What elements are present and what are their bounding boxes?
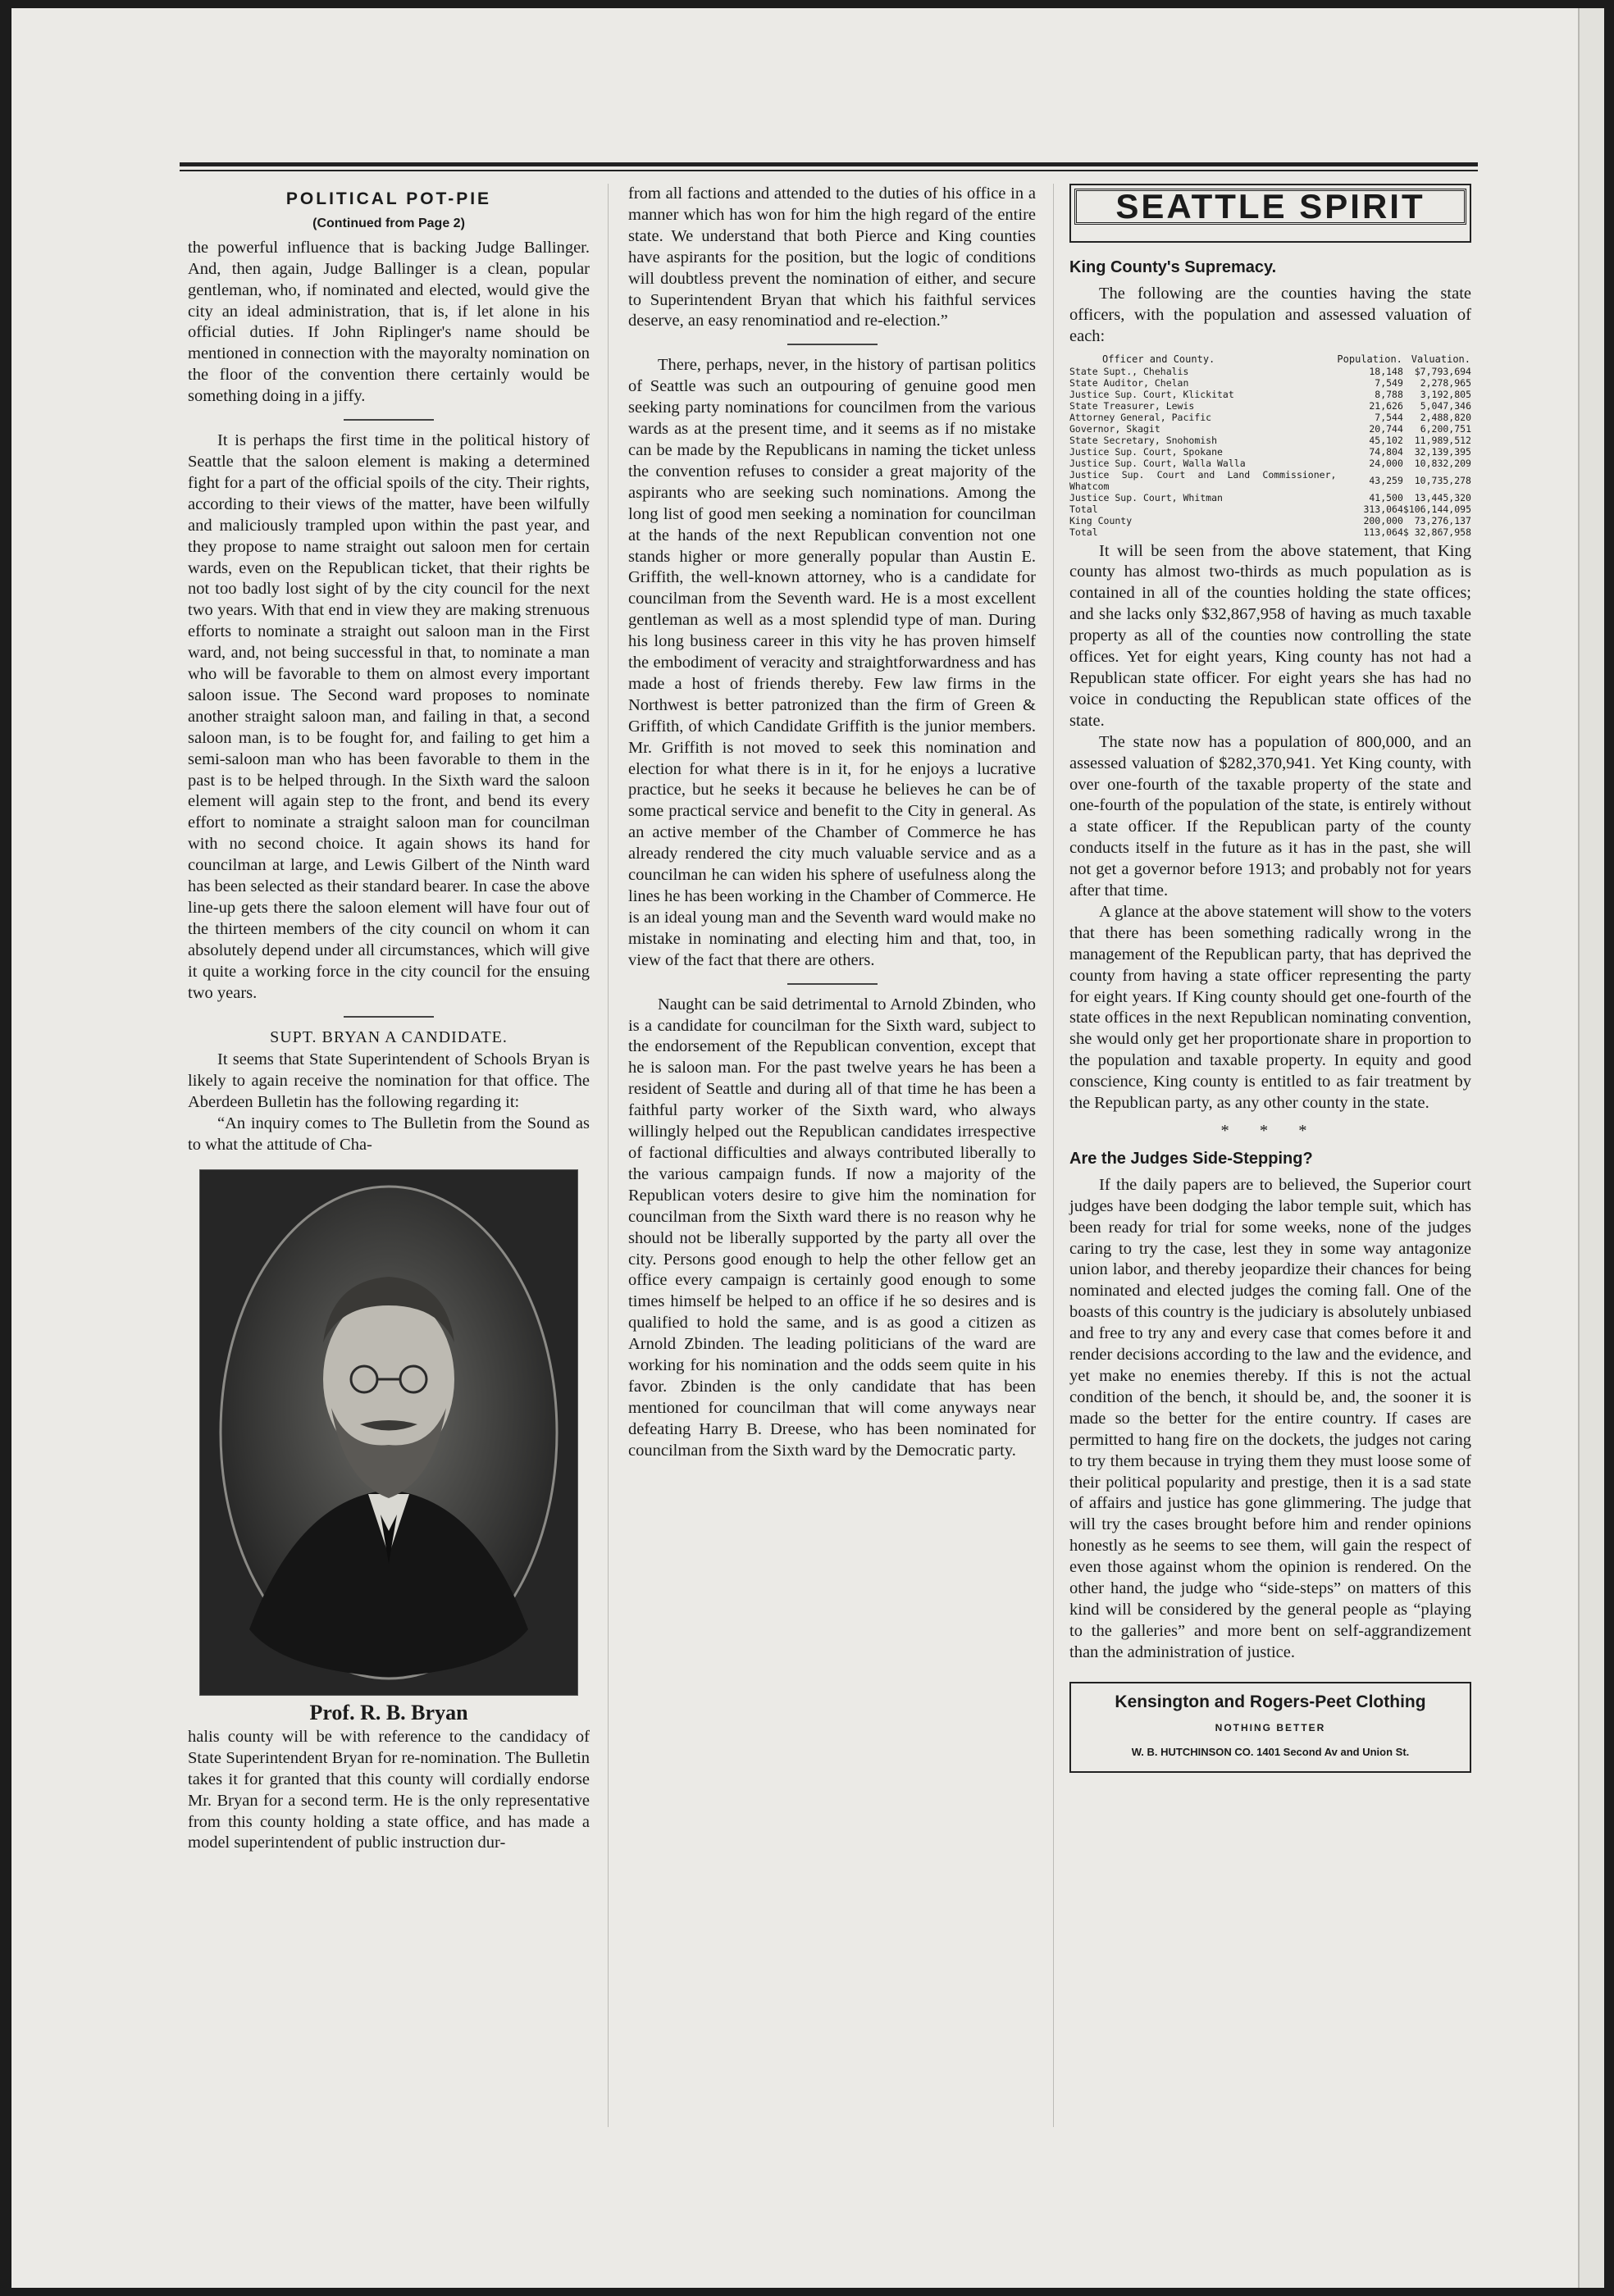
article-paragraph: the powerful influence that is backing Judge Ballinger. And, then again, Judge Ballinger is a clean, popular gentleman, who, if nominated and elected, would give the city an ideal administration, that is, if let alone in his official duties. If John Riplinger's name should be mentioned in connection with the mayoralty nomination on the floor of the convention there certainly would be something doing in a jiffy. [188, 238, 590, 406]
table-cell: 10,832,209 [1414, 457, 1471, 469]
table-cell: 43,259 [1369, 474, 1403, 486]
table-cell: 2,488,820 [1420, 411, 1471, 423]
table-cell: 7,549 [1375, 376, 1403, 389]
article-paragraph: from all factions and attended to the duties of his office in a manner which has won for him the high regard of the entire state. We understand that both Pierce and King counties have aspirants for the position, but the logic of conditions will doubtless prevent the nomination of either, and secure to Superintendent Bryan that which his faithful services deserve, an easy renominatiod and re-election.” [628, 184, 1036, 330]
column-divider [608, 184, 609, 2127]
header-rule [180, 162, 1478, 166]
article-paragraph: It will be seen from the above statement, that King county has almost two-thirds as much population as is contained in all of the counties holding the state offices; and she lacks only $32,867,958 of having as much taxable property as all of the counties now controlling the state offices. Yet for eight years, King county has not had a Republican state officer. For eight years she has had no voice in conducting the Republican state offices of the state. [1069, 541, 1471, 730]
totals-row [1069, 515, 1471, 526]
article-paragraph: It is perhaps the first time in the political history of Seattle that the saloon element is making a determined fight for a part of the official spoils of the city. Their rights, according to their views of the matter, have been wilfully and maliciously trampled upon within the past year, and they propose to name straight out saloon men for certain wards, even on the Republican ticket, that their rights be not too badly lost sight of by the city council for the next two years. With that end in view they are making strenuous efforts to nominate a straight out saloon man in the First ward, and, not being successful in that, to nominate a man who will be favorable to them on almost every important saloon issue. The Second ward proposes to nominate another straight saloon man, and failing in that, a second saloon man, is to be fought for, and failing to get him a semi-saloon man who has been favorable to them in the past is to be helped through. In the Sixth ward the saloon element will again step to the front, and bend its every effort to nominate a straight saloon man for councilman with no second choice. It again shows its hand for councilman at large, and Lewis Gilbert of the Ninth ward has been selected as their standard bearer. In case the above line-up gets there the saloon element will have four out of the thirteen members of the city council on whom it can absolutely depend under all circumstances, which will give it quite a working force in the city council for the ensuing two years. [188, 431, 590, 1002]
section-stars: * * * [1220, 1122, 1320, 1140]
section-heading: Are the Judges Side-Stepping? [1069, 1149, 1313, 1168]
masthead-frame [1069, 184, 1471, 243]
table-cell: 313,064 [1363, 503, 1403, 515]
ad-headline: Kensington and Rogers-Peet Clothing [1115, 1692, 1426, 1711]
table-row [1069, 492, 1471, 503]
table-cell: 45,102 [1369, 434, 1403, 446]
table-row [1069, 446, 1471, 458]
table-cell: Justice Sup. Court, Spokane [1069, 445, 1223, 458]
table-cell: Justice Sup. Court, Whitman [1069, 491, 1223, 503]
table-cell: King County [1069, 514, 1133, 526]
table-cell: 73,276,137 [1414, 514, 1471, 526]
portrait-photo [199, 1169, 578, 1696]
table-cell: 20,744 [1369, 422, 1403, 435]
page-edge [1578, 8, 1604, 2288]
separator [787, 344, 878, 345]
table-cell: 32,139,395 [1414, 445, 1471, 458]
header-rule-thin [180, 170, 1478, 171]
article-paragraph: The state now has a population of 800,000, and an assessed valuation of $282,370,941. Yet King county, with over one-fourth of the taxable property of the state and one-fourth of the population of the state, is entirely without a state officer. If the Republican party of the county conducts itself in the future as it has in the past, she will not get a governor before 1913; and probably not for years after that time. [1069, 732, 1471, 900]
ad-address: W. B. HUTCHINSON CO. 1401 Second Av and Union St. [1131, 1746, 1410, 1759]
masthead-title: SEATTLE SPIRIT [1074, 189, 1466, 225]
table-cell: Total [1069, 503, 1098, 515]
county-stats-table [1069, 353, 1471, 538]
photo-caption: Prof. R. B. Bryan [309, 1700, 468, 1724]
section-heading: King County's Supremacy. [1069, 257, 1277, 276]
column-right [1069, 184, 1471, 1773]
article-paragraph: If the daily papers are to believed, the Superior court judges have been dodging the labor temple suit, which has been ready for trial for some weeks, none of the judges caring to try the case, lest they in some way antagonize union labor, and thereby jeopardize their chances for being nominated and elected judges the coming fall. One of the boasts of this country is the judiciary is absolutely unbiased and free to try any and every case that comes before it and render decisions according to the law and the evidence, and yet make no enemies thereby. If this is not the actual condition of the bench, it should be, and, the sooner it is made so the better for the entire country. If cases are permitted to hang fire on the dockets, the judges not caring to try them because in trying them they must loose some of their political popularity and prestige, then it is a sad state of affairs and justice has gone glimmering. The judge that will try the cases brought before him and render opinions honestly as he seems to see them, will gain the respect of even those against whom the opinion is rendered. On the other hand, the judge who “side-steps” on matters of this kind will be considered by the general people as “playing to the galleries” and more bent on self-aggrandizement than the administration of justice. [1069, 1175, 1471, 1661]
table-cell: 3,192,805 [1420, 388, 1471, 400]
article-paragraph: A glance at the above statement will show to the voters that there has been something radically wrong in the management of the Republican party, that has deprived the county from having a state officer representing the party for eight years. If King county should get one-fourth of the state offices in the next Republican nominating convention, she would only get her proportionate share in proportion to the population and taxable property. In equity and good conscience, King county is entitled to as fair treatment by the Republican party, as any other county in the state. [1069, 902, 1471, 1113]
continued-note: (Continued from Page 2) [312, 216, 465, 230]
article-paragraph: It seems that State Superintendent of Schools Bryan is likely to again receive the nomination for that office. The Aberdeen Bulletin has the following regarding it: [188, 1050, 590, 1112]
table-cell: 2,278,965 [1420, 376, 1471, 389]
table-row [1069, 389, 1471, 400]
table-cell: 7,544 [1375, 411, 1403, 423]
table-cell: 8,788 [1375, 388, 1403, 400]
table-cell: 5,047,346 [1420, 399, 1471, 412]
newspaper-page [11, 8, 1578, 2288]
article-paragraph: halis county will be with reference to the candidacy of State Superintendent Bryan for re-nomination. The Bulletin takes it for granted that this county will cordially endorse Mr. Bryan for a second term. He is the only representative from this county holding a state office, and has made a model superintendent of public instruction dur- [188, 1727, 590, 1852]
section-heading: SUPT. BRYAN A CANDIDATE. [270, 1027, 508, 1046]
table-row [1069, 400, 1471, 412]
article-paragraph: “An inquiry comes to The Bulletin from the Sound as to what the attitude of Cha- [188, 1114, 590, 1155]
table-row [1069, 423, 1471, 435]
table-cell: Justice Sup. Court, Klickitat [1069, 388, 1234, 400]
table-row [1069, 366, 1471, 377]
table-cell: 200,000 [1363, 514, 1403, 526]
table-body [1069, 366, 1471, 503]
table-cell: Total [1069, 526, 1098, 538]
article-paragraph: There, perhaps, never, in the history of partisan politics of Seattle was such an outpouring of genuine good men seeking party nominations for councilmen from the various wards as at the present time, and it seems as if no mistake can be made by the Republicans in naming the ticket unless the convention refuses to consider a great majority of the aspirants who are seeking such nominations. Among the long list of good men seeking a nomination for councilman at the hands of the next Republican convention not one stands higher or more generally popular than Austin E. Griffith, the well-known attorney, who is a candidate for councilman from the Seventh ward. He is a most excellent gentleman as well as a most splendid type of man. During his long business career in this vity he has proven himself the embodiment of veracity and straightforwardness and has made a host of friends thereby. Few law firms in the Northwest is better patronized than the firm of Green & Griffith, of which Candidate Griffith is the junior members. Mr. Griffith is not moved to seek this nomination and election for what there is in it, for he enjoys a lucrative practice, but he seeks it because he believes he can be of some practical service and benefit to the City in general. As an active member of the Chamber of Commerce he has already rendered the city much valuable service and as a councilman he can widen his sphere of usefulness along the lines he has been working in the Chamber of Commerce. He is an ideal young man and the Seventh ward would make no mistake in nominating and electing him and that, too, in view of the fact that there are others. [628, 356, 1036, 969]
table-cell: State Auditor, Chelan [1069, 376, 1189, 389]
article-paragraph: Naught can be said detrimental to Arnold Zbinden, who is a candidate for councilman for the Sixth ward, subject to the endorsement of the Republican convention, except that he is saloon man. For the past twelve years he has been a resident of Seattle and during all of that time he has been a faithful party worker of the Sixth ward, who always willingly helped out the Republican candidates irrespective of factional difficulties and always contributed liberally to the various campaign funds. If now a majority of the Republican voters desire to give him the nomination for councilman from the Sixth ward there is no reason why he should not be liberally supported by the party all over the city. Persons good enough to help the other fellow get an office every campaign is certainly good enough to some times himself be helped to an office if he so desires and is qualified to hold the same, and is as good a citizen as Arnold Zbinden. The leading politicians of the ward are working for his nomination and the odds seem quite in his favor. Zbinden is the only candidate that has been mentioned for councilman that will come anyways near defeating Harry B. Dreese, who has been nominated for councilman from the Sixth ward by the Democratic party. [628, 995, 1036, 1460]
column-title: POLITICAL POT-PIE [285, 189, 492, 208]
totals-row [1069, 503, 1471, 515]
table-row [1069, 377, 1471, 389]
table-cell: $106,144,095 [1402, 503, 1471, 515]
column-left [188, 184, 590, 1854]
table-cell: Justice Sup. Court, Walla Walla [1069, 457, 1246, 469]
table-cell: 41,500 [1369, 491, 1403, 503]
table-row [1069, 435, 1471, 446]
table-header: Officer and County. [1102, 353, 1215, 365]
table-totals [1069, 503, 1471, 538]
table-cell: Justice Sup. Court and Land Commissioner, Whatcom [1069, 468, 1337, 492]
table-cell: 113,064 [1363, 526, 1403, 538]
column-divider [1053, 184, 1054, 2127]
table-cell: 6,200,751 [1420, 422, 1471, 435]
table-row [1069, 469, 1471, 492]
table-cell: 10,735,278 [1414, 474, 1471, 486]
table-cell: Attorney General, Pacific [1069, 411, 1212, 423]
table-cell: $7,793,694 [1414, 365, 1471, 377]
table-cell: $ 32,867,958 [1402, 526, 1471, 538]
table-cell: 18,148 [1369, 365, 1403, 377]
table-cell: 13,445,320 [1414, 491, 1471, 503]
table-cell: 11,989,512 [1414, 434, 1471, 446]
article-paragraph: The following are the counties having the state officers, with the population and assessed valuation of each: [1069, 284, 1471, 345]
separator [344, 1016, 434, 1018]
advertisement-box [1069, 1682, 1471, 1774]
separator [344, 419, 434, 421]
table-cell: 74,804 [1369, 445, 1403, 458]
table-header: Valuation. [1411, 353, 1470, 365]
table-cell: 21,626 [1369, 399, 1403, 412]
table-row [1069, 412, 1471, 423]
table-cell: State Supt., Chehalis [1069, 365, 1189, 377]
table-row [1069, 458, 1471, 469]
table-cell: Governor, Skagit [1069, 422, 1160, 435]
table-cell: State Secretary, Snohomish [1069, 434, 1218, 446]
table-cell: 24,000 [1369, 457, 1403, 469]
ad-tagline: NOTHING BETTER [1215, 1721, 1326, 1733]
column-middle [628, 184, 1036, 1462]
totals-row [1069, 526, 1471, 538]
separator [787, 983, 878, 985]
table-cell: State Treasurer, Lewis [1069, 399, 1195, 412]
table-header: Population. [1337, 353, 1402, 365]
